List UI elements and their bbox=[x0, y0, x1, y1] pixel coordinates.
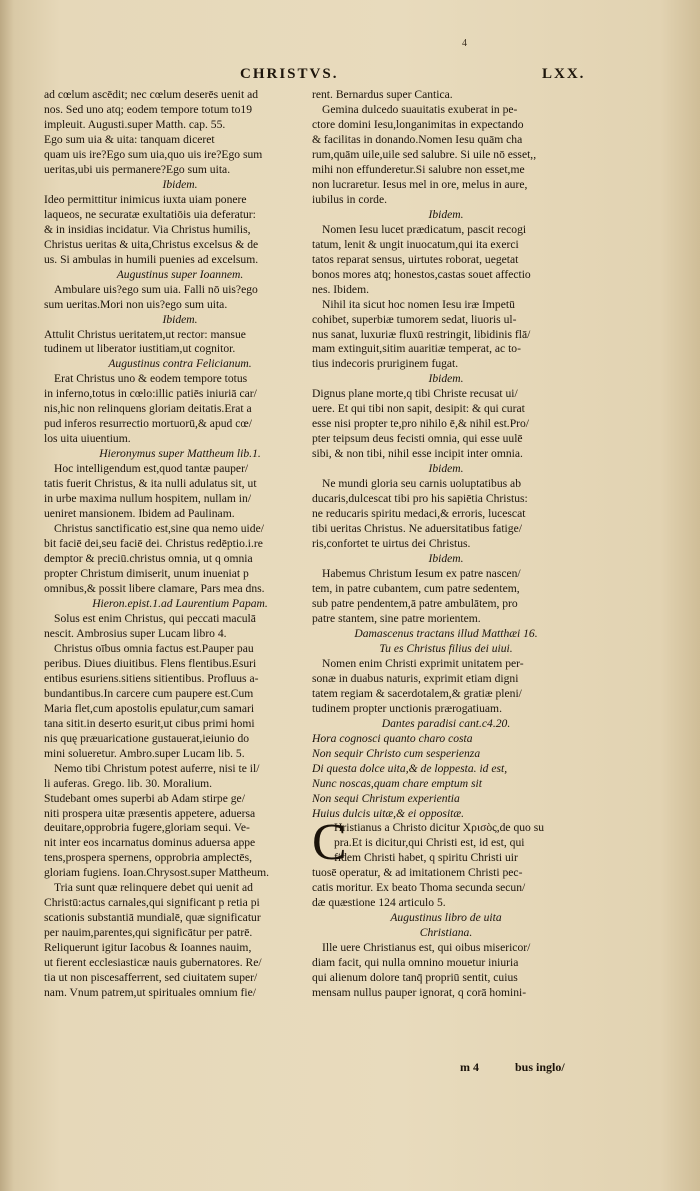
text-line: & in insidias incidatur. Via Christus humilis, bbox=[44, 222, 251, 236]
text-line: entibus esuriens.sitiens sitientibus. Profluus a- bbox=[44, 671, 259, 685]
text-line: Ambulare uis?ego sum uia. Falli nō uis?ego bbox=[54, 282, 258, 296]
text-line: Nunc noscas,quam chare emptum sit bbox=[312, 776, 482, 790]
text-line: tatum, lenit & ungit inuocatum,qui ita exerci bbox=[312, 237, 519, 251]
citation-line: Tu es Christus filius dei uiui. bbox=[379, 641, 513, 655]
text-line: mensam nullus pauper ignorat, q corā homini- bbox=[312, 986, 527, 1000]
text-line: rum,quām uile,uile sed salubre. Si uile nō esset,, bbox=[312, 147, 537, 161]
text-line: nam. Vnum patrem,ut spirituales omnium fie/ bbox=[44, 986, 256, 1000]
text-line: esse nisi propter te,pro nihilo ē,& nihil est.Pro/ bbox=[312, 417, 530, 431]
text-line: nus sanat, luxuriæ fluxū restringit, libidinis flā/ bbox=[312, 327, 531, 341]
citation-line: Ibidem. bbox=[428, 462, 464, 476]
text-line: nescit. Ambrosius super Lucam libro 4. bbox=[44, 626, 227, 640]
citation-line: Hieronymus super Mattheum lib.1. bbox=[99, 447, 261, 461]
text-line: Hora cognosci quanto charo costa bbox=[312, 731, 473, 745]
text-line: ut fierent ecclesiasticæ nauis gubernatores. Re/ bbox=[44, 956, 262, 970]
text-line: Di questa dolce uita,& de loppesta. id est, bbox=[312, 761, 508, 775]
text-line: rent. Bernardus super Cantica. bbox=[312, 88, 453, 101]
text-line: tana sitit.in deserto esurit,ut cibus primi homi bbox=[44, 716, 255, 730]
text-line: Ego sum uia & uita: tanquam diceret bbox=[44, 132, 215, 146]
running-title: CHRISTVS. bbox=[240, 66, 339, 82]
citation-line: Hieron.epist.1.ad Laurentium Papam. bbox=[92, 596, 268, 610]
text-line: iubilus in corde. bbox=[312, 192, 388, 206]
text-line: sub patre pendentem,ā patre ambulātem, pro bbox=[312, 596, 518, 610]
text-line: Solus est enim Christus, qui peccati maculā bbox=[54, 611, 256, 625]
text-line: in inferno,totus in cœlo:illic patiēs iniuriā car/ bbox=[44, 387, 257, 401]
text-line: niti prospera uitæ præsentis appetere, aduersa bbox=[44, 806, 256, 820]
text-line: Non sequir Christo cum sesperienza bbox=[312, 746, 481, 760]
text-line: tem, in patre cubantem, cum patre sedentem, bbox=[312, 581, 520, 595]
text-line: Attulit Christus ueritatem,ut rector: mansue bbox=[44, 327, 246, 341]
citation-line: Ibidem. bbox=[428, 372, 464, 386]
citation-line: Augustinus libro de uita bbox=[390, 911, 502, 925]
text-line: cohibet, superbiæ tumorem sedat, liuoris ul- bbox=[312, 312, 517, 326]
text-line: sonæ in duabus naturis, exprimit etiam digni bbox=[312, 671, 519, 685]
text-line: bundantibus.In carcere cum paupere est.Cum bbox=[44, 686, 254, 700]
text-line: bonos mores atq; honestos,castas souet affectio bbox=[312, 267, 531, 281]
text-line: tatis fuerit Christus, & ita nulli adulatus sit, ut bbox=[44, 477, 257, 491]
text-line: Nomen enim Christi exprimit unitatem per- bbox=[322, 656, 524, 670]
text-line: pra.Et is dicitur,qui Christi est, id est, qui bbox=[334, 836, 525, 850]
text-line: pter teipsum deus fecisti omnia, qui esse uulē bbox=[312, 432, 523, 446]
text-line: patre stantem, sine patre morientem. bbox=[312, 611, 481, 625]
text-line: quam uis ire?Ego sum uia,quo uis ire?Ego sum bbox=[44, 147, 263, 161]
text-line: Non sequi Christum experientia bbox=[312, 791, 460, 805]
text-line: Tria sunt quæ relinquere debet qui uenit ad bbox=[54, 881, 253, 895]
text-line: ducaris,dulcescat tibi pro his sapiētia Christus: bbox=[312, 492, 528, 506]
citation-line: Ibidem. bbox=[162, 312, 198, 326]
text-line: non lucraretur. Iesus mel in ore, melus in aure, bbox=[312, 177, 528, 191]
text-line: catis moritur. Ex beato Thoma secunda secun/ bbox=[312, 881, 526, 895]
text-line: tudinem ut liberator iustitiam,ut cognitor. bbox=[44, 342, 236, 356]
text-line: Ideo permittitur inimicus iuxta uiam ponere bbox=[44, 192, 247, 206]
text-line: bit faciē dei,seu faciē dei. Christus redēptio.i.re bbox=[44, 537, 263, 551]
text-line: ueritas,ubi uis permanere?Ego sum uita. bbox=[44, 162, 231, 176]
text-line: Erat Christus uno & eodem tempore totus bbox=[54, 372, 248, 386]
text-line: Christus oībus omnia factus est.Pauper pau bbox=[54, 641, 254, 655]
text-line: mihi non effunderetur.Si salubre non esset,me bbox=[312, 162, 525, 176]
text-line: tatos reparat sensus, uirtutes roborat, uegetat bbox=[312, 252, 519, 266]
text-line: tia ut non piscesafferrent, sed ciuitatem super/ bbox=[44, 971, 258, 985]
citation-line: Christiana. bbox=[419, 926, 473, 940]
text-line: diam facit, qui nulla omnino mouetur iniuria bbox=[312, 956, 519, 970]
folio-mark: 4 bbox=[462, 38, 467, 49]
text-line: nit inter eos incarnatus dominus aduersa appe bbox=[44, 836, 256, 850]
text-line: Hristianus a Christo dicitur Χρισὸς,de quo su bbox=[334, 821, 545, 835]
citation-line: Augustinus contra Felicianum. bbox=[108, 357, 252, 371]
text-line: dæ quæstione 124 articulo 5. bbox=[312, 896, 446, 910]
text-line: li auferas. Grego. lib. 30. Moralium. bbox=[44, 776, 213, 790]
text-line: Maria flet,cum apostolis epulatur,cum samari bbox=[44, 701, 255, 715]
text-line: tatem regiam & sacerdotalem,& gratiæ pleni/ bbox=[312, 686, 522, 700]
text-line: tius indecoris pruriginem fugat. bbox=[312, 357, 459, 371]
text-line: omnibus,& possit libere clamare, Pars mea dns. bbox=[44, 581, 265, 595]
text-line: Dignus plane morte,q tibi Christe recusat ui/ bbox=[312, 387, 518, 401]
text-line: Habemus Christum Iesum ex patre nascen/ bbox=[322, 567, 521, 580]
text-line: Nemo tibi Christum potest auferre, nisi te il/ bbox=[54, 761, 260, 775]
text-line: peribus. Diues diuitibus. Flens flentibus.Esuri bbox=[44, 656, 257, 670]
text-line: sibi, & non tibi, nihil esse incipit inter omnia. bbox=[312, 447, 523, 461]
text-line: Christū:actus carnales,qui significant p retia pi bbox=[44, 896, 260, 910]
decorated-initial: C bbox=[312, 814, 347, 871]
text-line: Ne mundi gloria seu carnis uoluptatibus ab bbox=[322, 477, 521, 491]
text-line: gloriam fugiens. Ioan.Chrysost.super Mattheum. bbox=[44, 866, 270, 880]
text-line: pud inferos resurrectio mortuorū,& apud cœ/ bbox=[44, 417, 252, 431]
right-text-column bbox=[312, 88, 580, 1001]
text-line: nes. Ibidem. bbox=[312, 282, 369, 296]
text-line: impleuit. Augusti.super Matth. cap. 55. bbox=[44, 117, 226, 131]
text-line: Huius dulcis uitæ,& ei oppositæ. bbox=[312, 806, 465, 820]
text-line: Nomen Iesu lucet prædicatum, pascit recogi bbox=[322, 222, 527, 236]
citation-line: Ibidem. bbox=[162, 177, 198, 191]
text-line: & facilitas in donando.Nomen Iesu quām cha bbox=[312, 132, 523, 146]
text-line: Hoc intelligendum est,quod tantæ pauper/ bbox=[54, 462, 249, 476]
text-line: mam extinguit,sitim auaritiæ temperat, ac to- bbox=[312, 342, 521, 356]
text-line: Christus ueritas & uita,Christus excelsus & de bbox=[44, 237, 259, 251]
citation-line: Ibidem. bbox=[428, 552, 464, 566]
citation-line: Ibidem. bbox=[428, 207, 464, 221]
text-line: Studebant omes superbi ab Adam stirpe ge/ bbox=[44, 791, 245, 805]
text-line: ctore domini Iesu,longanimitas in expectando bbox=[312, 117, 524, 131]
text-line: qui alienum dolore tanq̄ propriū sentit, cuius bbox=[312, 971, 518, 985]
text-line: ne reducaris spiritu medaci,& erroris, lucescat bbox=[312, 507, 526, 521]
citation-line: Damascenus tractans illud Matthæi 16. bbox=[354, 626, 538, 640]
text-line: in urbe maxima nullum hospitem, nullam in/ bbox=[44, 492, 252, 506]
text-line: nis quę præuaricatione gustauerat,ieiunio do bbox=[44, 731, 250, 745]
text-line: ueniret mansionem. Ibidem ad Paulinam. bbox=[44, 507, 235, 521]
citation-line: Augustinus super Ioannem. bbox=[116, 267, 244, 281]
text-line: Gemina dulcedo suauitatis exuberat in pe- bbox=[322, 102, 518, 116]
text-line: tens,prospera spernens, opprobria amplectēs, bbox=[44, 851, 252, 865]
text-line: uere. Et qui tibi non sapit, desipit: & qui curat bbox=[312, 402, 525, 416]
text-line: nis,hic non relinquens gloriam deitatis.Erat a bbox=[44, 402, 252, 416]
text-line: tuosē operatur, & ad imitationem Christi pec- bbox=[312, 866, 523, 880]
text-line: laqueos, ne securatæ exultatiōis uia deferatur: bbox=[44, 207, 256, 221]
catchword: bus inglo/ bbox=[515, 1060, 565, 1074]
text-line: sum ueritas.Mori non uis?ego sum uita. bbox=[44, 297, 228, 311]
text-line: tudinem propter unctionis prærogatiuam. bbox=[312, 701, 502, 715]
page-number: LXX. bbox=[542, 66, 586, 82]
text-line: nos. Sed uno atq; eodem tempore totum to19 bbox=[44, 102, 253, 116]
text-line: fidem Christi habet, q spiritu Christi uir bbox=[334, 851, 518, 865]
text-line: Reliquerunt igitur Iacobus & Ioannes nauim, bbox=[44, 941, 252, 955]
text-line: ad cœlum ascēdit; nec cœlum deserēs uenit ad bbox=[44, 88, 259, 101]
text-line: per nauim,parentes,qui significātur per patrē. bbox=[44, 926, 253, 940]
text-line: scationis substantiā mundialē, quæ significatur bbox=[44, 911, 261, 925]
text-line: Christus sanctificatio est,sine qua nemo uide/ bbox=[54, 522, 264, 536]
text-line: Nihil ita sicut hoc nomen Iesu iræ Impetū bbox=[322, 297, 515, 311]
citation-line: Dantes paradisi cant.c4.20. bbox=[381, 716, 511, 730]
text-line: us. Si ambulas in humili puenies ad excelsum. bbox=[44, 252, 259, 266]
text-line: deuitare,opprobria fugere,gloriam sequi. Ve- bbox=[44, 821, 250, 835]
left-text-column bbox=[44, 88, 316, 1001]
text-line: propter Christum dimiserit, unum inueniat p bbox=[44, 567, 249, 580]
text-line: tibi ueritas Christus. Ne aduersitatibus fatige/ bbox=[312, 522, 522, 536]
text-line: Ille uere Christianus est, qui oibus misericor/ bbox=[322, 941, 531, 955]
text-line: mini solueretur. Ambro.super Lucam lib. 5. bbox=[44, 746, 245, 760]
text-line: demptor & preciū.christus omnia, ut q omnia bbox=[44, 552, 253, 566]
text-line: ris,confortet te uirtus dei Christus. bbox=[312, 537, 471, 551]
signature-mark: m 4 bbox=[460, 1060, 479, 1074]
text-line: los uita uiuentium. bbox=[44, 432, 131, 446]
